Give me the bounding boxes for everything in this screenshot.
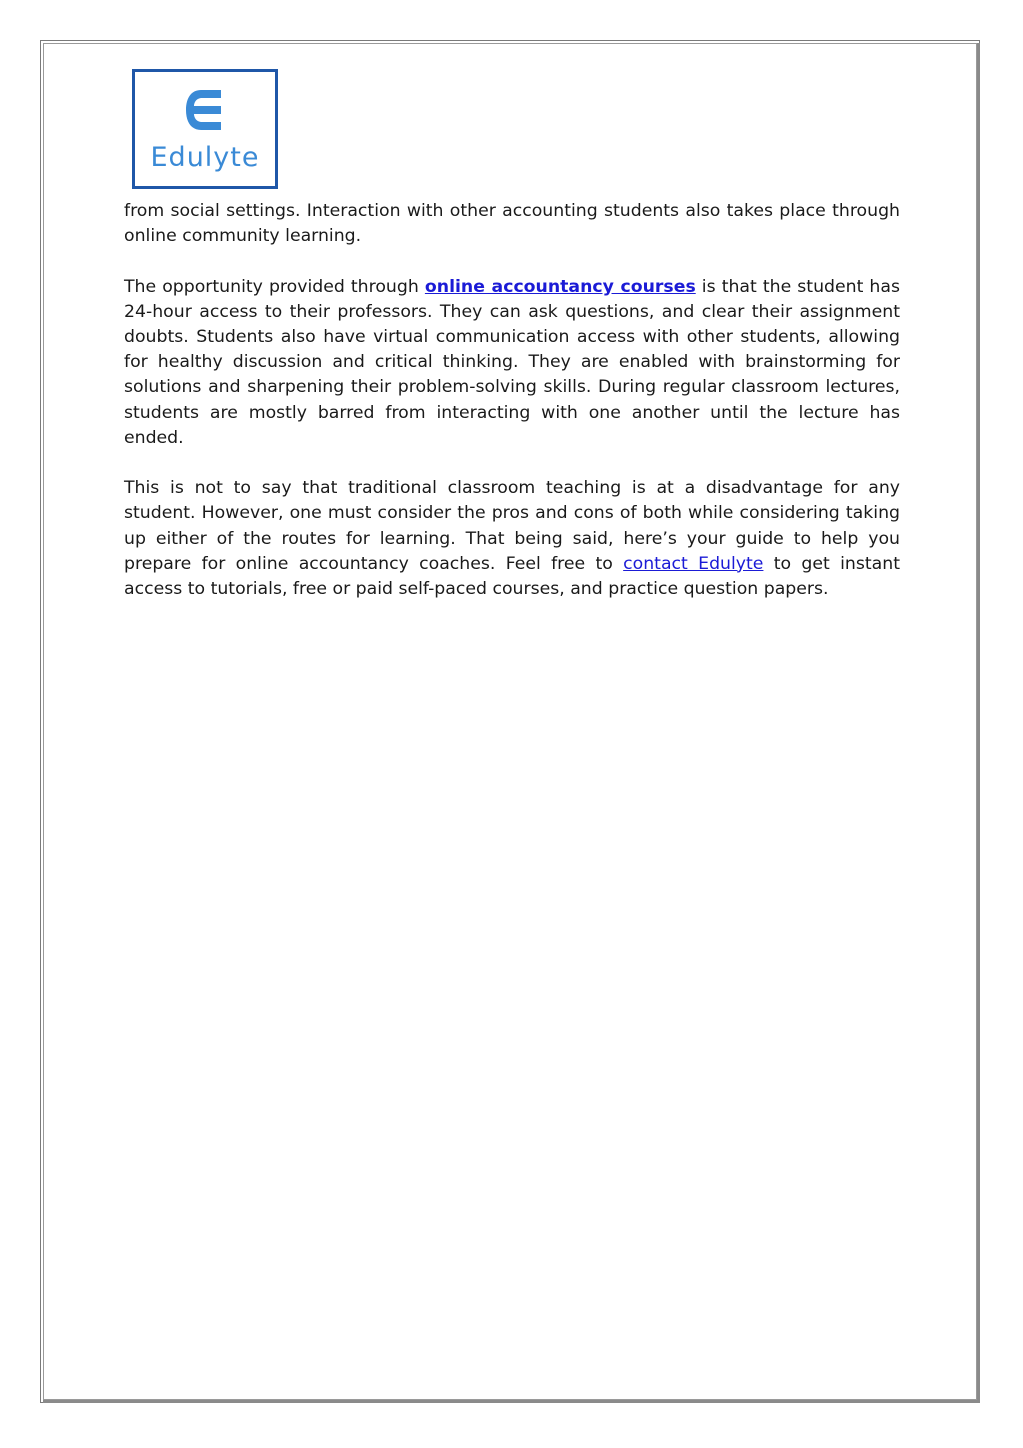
page-shadow-bottom (43, 1400, 980, 1403)
paragraph-3-text-start: This is not to say that traditional classroom teaching is at a disadvantage for any student. However, one must consider the pros and cons of both while considering taking up either of the routes for learning. That being said, here’s your guide to help you prepare for online accountancy coaches. Feel free to (124, 478, 900, 574)
edulyte-e-icon (181, 84, 233, 136)
paragraph-2 (124, 275, 900, 451)
paragraph-3 (124, 476, 900, 602)
edulyte-logo (132, 69, 278, 189)
paragraph-1-text: from social settings. Interaction with other accounting students also takes place through online community learning. (124, 201, 900, 247)
document-body (124, 199, 900, 627)
paragraph-2-text-start: The opportunity provided through (124, 276, 425, 297)
logo-wordmark: Edulyte (150, 142, 260, 173)
page-shadow-right (977, 43, 980, 1403)
online-accountancy-courses-link[interactable]: online accountancy courses (424, 276, 696, 297)
contact-edulyte-link[interactable]: contact Edulyte (623, 553, 764, 574)
paragraph-3-text-end: to get instant access to tutorials, free or paid self-paced courses, and practice question papers. (124, 553, 900, 600)
paragraph-2-text-end: is that the student has 24-hour access to their professors. They can ask questions, and clear their assignment doubts. Students also have virtual communication access with other students, allowing for healthy discussion and critical thinking. They are enabled with brainstorming for solutions and sharpening their problem-solving skills. During regular classroom lectures, students are mostly barred from interacting with one another until the lecture has ended. (124, 276, 900, 448)
paragraph-1 (124, 199, 900, 249)
